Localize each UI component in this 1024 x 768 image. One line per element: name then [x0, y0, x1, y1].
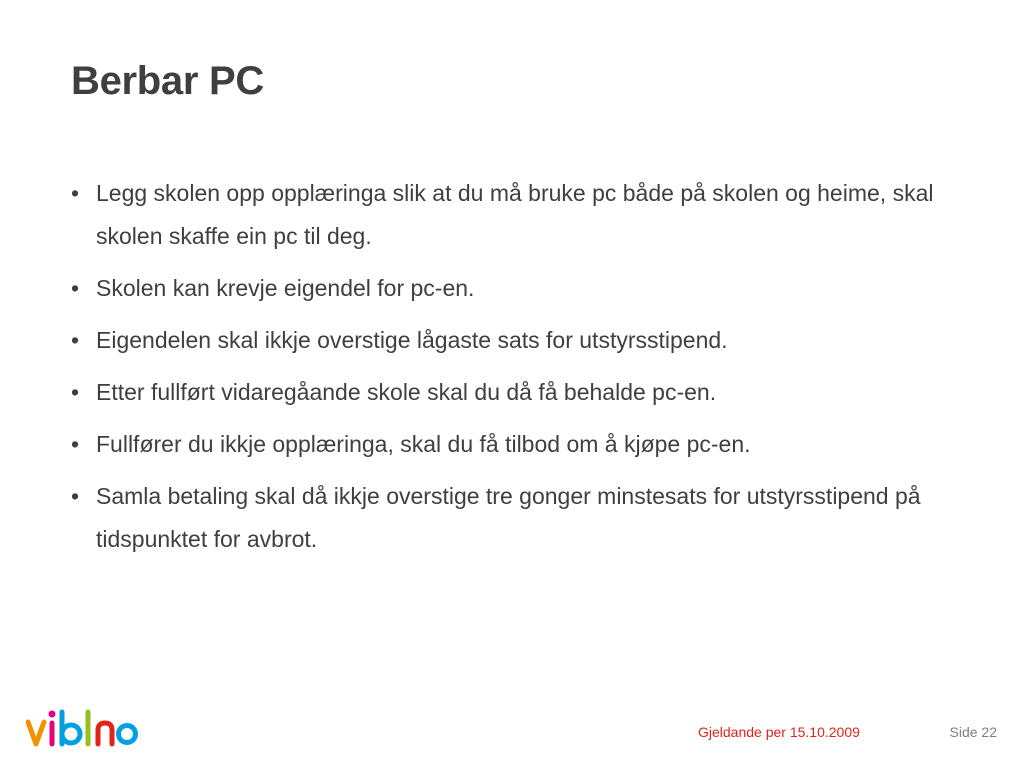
bullet-marker: • [71, 180, 80, 206]
bullet-item [71, 172, 951, 258]
bullet-marker: • [71, 431, 80, 457]
bullet-text: Etter fullført vidaregåande skole skal du då få behalde pc-en. [96, 379, 717, 405]
bullet-item [71, 423, 951, 466]
bullet-item [71, 371, 951, 414]
bullet-text: Legg skolen opp opplæringa slik at du må bruke pc både på skolen og heime, skal skolen skaffe ein pc til deg. [96, 180, 934, 249]
bullet-text: Skolen kan krevje eigendel for pc-en. [96, 275, 475, 301]
bullet-marker: • [71, 379, 80, 405]
bullet-item [71, 475, 951, 561]
slide-title: Berbar PC [71, 59, 264, 103]
bullet-item [71, 267, 951, 310]
logo-letter-v [28, 722, 44, 744]
logo-letter-b-bowl [62, 725, 80, 743]
bullet-text: Fullfører du ikkje opplæringa, skal du få tilbod om å kjøpe pc-en. [96, 431, 751, 457]
footer-page-number: Side 22 [949, 724, 997, 740]
bullet-list [71, 172, 951, 570]
footer-date: Gjeldande per 15.10.2009 [698, 724, 860, 740]
logo-i-dot [49, 711, 56, 718]
logo-letter-n [98, 723, 112, 744]
bullet-marker: • [71, 327, 80, 353]
logo-letter-o [119, 726, 136, 743]
viblino-logo [26, 706, 138, 752]
bullet-item [71, 319, 951, 362]
bullet-marker: • [71, 275, 80, 301]
bullet-marker: • [71, 483, 80, 509]
bullet-text: Eigendelen skal ikkje overstige lågaste sats for utstyrsstipend. [96, 327, 728, 353]
bullet-text: Samla betaling skal då ikkje overstige tre gonger minstesats for utstyrsstipend på tidspunktet for avbrot. [96, 483, 921, 552]
